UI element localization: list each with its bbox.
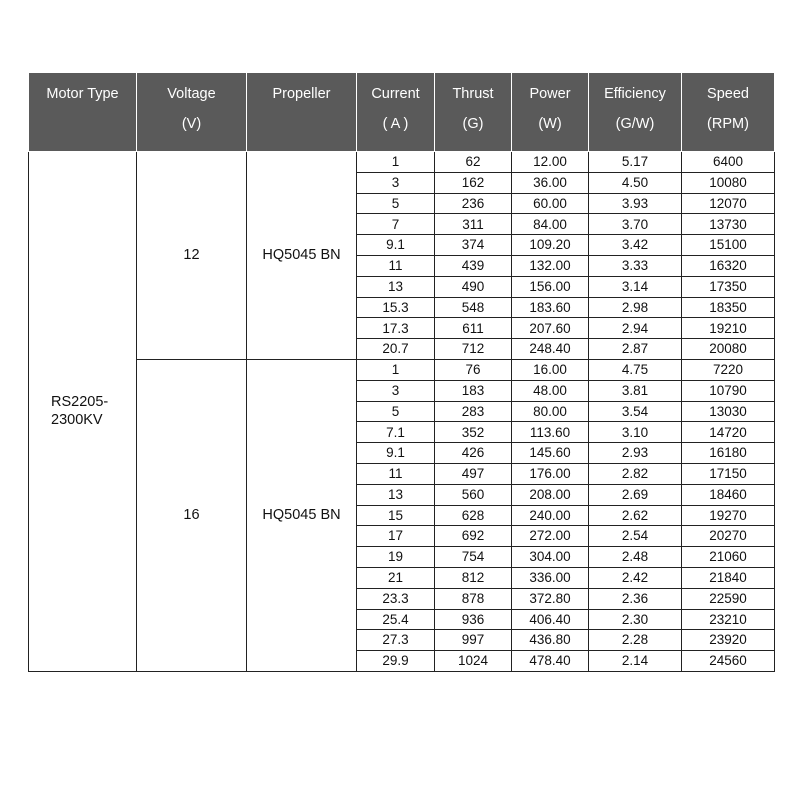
current-cell: 23.3 xyxy=(357,588,435,609)
thrust-cell: 812 xyxy=(435,567,512,588)
speed-cell: 7220 xyxy=(682,359,775,380)
power-cell: 240.00 xyxy=(512,505,589,526)
efficiency-cell: 4.50 xyxy=(589,172,682,193)
header-voltage: Voltage (V) xyxy=(137,73,247,152)
speed-cell: 19270 xyxy=(682,505,775,526)
propeller-cell: HQ5045 BN xyxy=(247,359,357,671)
thrust-cell: 162 xyxy=(435,172,512,193)
voltage-cell: 12 xyxy=(137,152,247,360)
power-cell: 478.40 xyxy=(512,651,589,672)
current-cell: 17.3 xyxy=(357,318,435,339)
speed-cell: 23920 xyxy=(682,630,775,651)
power-cell: 48.00 xyxy=(512,380,589,401)
table-row xyxy=(29,359,775,380)
thrust-cell: 878 xyxy=(435,588,512,609)
efficiency-cell: 3.54 xyxy=(589,401,682,422)
current-cell: 17 xyxy=(357,526,435,547)
thrust-cell: 426 xyxy=(435,443,512,464)
speed-cell: 15100 xyxy=(682,235,775,256)
current-cell: 19 xyxy=(357,547,435,568)
power-cell: 436.80 xyxy=(512,630,589,651)
thrust-cell: 183 xyxy=(435,380,512,401)
power-cell: 183.60 xyxy=(512,297,589,318)
current-cell: 1 xyxy=(357,152,435,173)
efficiency-cell: 5.17 xyxy=(589,152,682,173)
current-cell: 7 xyxy=(357,214,435,235)
speed-cell: 20270 xyxy=(682,526,775,547)
thrust-cell: 611 xyxy=(435,318,512,339)
current-cell: 9.1 xyxy=(357,443,435,464)
power-cell: 336.00 xyxy=(512,567,589,588)
efficiency-cell: 2.54 xyxy=(589,526,682,547)
thrust-cell: 283 xyxy=(435,401,512,422)
thrust-cell: 1024 xyxy=(435,651,512,672)
power-cell: 372.80 xyxy=(512,588,589,609)
speed-cell: 14720 xyxy=(682,422,775,443)
current-cell: 15.3 xyxy=(357,297,435,318)
power-cell: 156.00 xyxy=(512,276,589,297)
power-cell: 16.00 xyxy=(512,359,589,380)
thrust-cell: 236 xyxy=(435,193,512,214)
speed-cell: 18460 xyxy=(682,484,775,505)
voltage-cell: 16 xyxy=(137,359,247,671)
speed-cell: 22590 xyxy=(682,588,775,609)
current-cell: 5 xyxy=(357,401,435,422)
current-cell: 15 xyxy=(357,505,435,526)
current-cell: 7.1 xyxy=(357,422,435,443)
efficiency-cell: 2.30 xyxy=(589,609,682,630)
power-cell: 248.40 xyxy=(512,339,589,360)
efficiency-cell: 2.36 xyxy=(589,588,682,609)
speed-cell: 10080 xyxy=(682,172,775,193)
thrust-cell: 712 xyxy=(435,339,512,360)
speed-cell: 16180 xyxy=(682,443,775,464)
thrust-cell: 76 xyxy=(435,359,512,380)
efficiency-cell: 3.70 xyxy=(589,214,682,235)
efficiency-cell: 2.93 xyxy=(589,443,682,464)
header-row xyxy=(29,73,775,152)
speed-cell: 24560 xyxy=(682,651,775,672)
thrust-cell: 692 xyxy=(435,526,512,547)
thrust-cell: 936 xyxy=(435,609,512,630)
efficiency-cell: 2.82 xyxy=(589,463,682,484)
thrust-cell: 628 xyxy=(435,505,512,526)
current-cell: 11 xyxy=(357,463,435,484)
current-cell: 9.1 xyxy=(357,235,435,256)
power-cell: 84.00 xyxy=(512,214,589,235)
efficiency-cell: 3.33 xyxy=(589,255,682,276)
efficiency-cell: 2.69 xyxy=(589,484,682,505)
power-cell: 304.00 xyxy=(512,547,589,568)
current-cell: 20.7 xyxy=(357,339,435,360)
header-motor-type: Motor Type xyxy=(29,73,137,152)
power-cell: 145.60 xyxy=(512,443,589,464)
power-cell: 406.40 xyxy=(512,609,589,630)
current-cell: 3 xyxy=(357,172,435,193)
thrust-cell: 374 xyxy=(435,235,512,256)
motor-test-table xyxy=(28,72,775,672)
header-propeller: Propeller xyxy=(247,73,357,152)
efficiency-cell: 2.14 xyxy=(589,651,682,672)
power-cell: 207.60 xyxy=(512,318,589,339)
speed-cell: 6400 xyxy=(682,152,775,173)
thrust-cell: 560 xyxy=(435,484,512,505)
header-speed: Speed (RPM) xyxy=(682,73,775,152)
power-cell: 132.00 xyxy=(512,255,589,276)
table-body xyxy=(29,152,775,672)
header-power: Power (W) xyxy=(512,73,589,152)
speed-cell: 18350 xyxy=(682,297,775,318)
thrust-cell: 997 xyxy=(435,630,512,651)
power-cell: 109.20 xyxy=(512,235,589,256)
efficiency-cell: 2.98 xyxy=(589,297,682,318)
header-efficiency: Efficiency (G/W) xyxy=(589,73,682,152)
propeller-cell: HQ5045 BN xyxy=(247,152,357,360)
thrust-cell: 62 xyxy=(435,152,512,173)
current-cell: 27.3 xyxy=(357,630,435,651)
speed-cell: 13730 xyxy=(682,214,775,235)
power-cell: 36.00 xyxy=(512,172,589,193)
thrust-cell: 439 xyxy=(435,255,512,276)
efficiency-cell: 2.87 xyxy=(589,339,682,360)
current-cell: 21 xyxy=(357,567,435,588)
power-cell: 208.00 xyxy=(512,484,589,505)
motor-type-line-2: 2300KV xyxy=(51,412,103,429)
speed-cell: 10790 xyxy=(682,380,775,401)
efficiency-cell: 3.42 xyxy=(589,235,682,256)
current-cell: 25.4 xyxy=(357,609,435,630)
power-cell: 60.00 xyxy=(512,193,589,214)
speed-cell: 13030 xyxy=(682,401,775,422)
current-cell: 11 xyxy=(357,255,435,276)
speed-cell: 12070 xyxy=(682,193,775,214)
thrust-cell: 352 xyxy=(435,422,512,443)
efficiency-cell: 2.28 xyxy=(589,630,682,651)
header-current: Current ( A ) xyxy=(357,73,435,152)
power-cell: 80.00 xyxy=(512,401,589,422)
speed-cell: 19210 xyxy=(682,318,775,339)
efficiency-cell: 2.42 xyxy=(589,567,682,588)
motor-type-cell xyxy=(29,152,137,672)
speed-cell: 16320 xyxy=(682,255,775,276)
current-cell: 13 xyxy=(357,276,435,297)
power-cell: 272.00 xyxy=(512,526,589,547)
motor-type-line-1: RS2205- xyxy=(51,394,109,411)
efficiency-cell: 4.75 xyxy=(589,359,682,380)
efficiency-cell: 3.93 xyxy=(589,193,682,214)
speed-cell: 21060 xyxy=(682,547,775,568)
power-cell: 12.00 xyxy=(512,152,589,173)
current-cell: 3 xyxy=(357,380,435,401)
table-row xyxy=(29,152,775,173)
efficiency-cell: 2.48 xyxy=(589,547,682,568)
efficiency-cell: 3.10 xyxy=(589,422,682,443)
current-cell: 13 xyxy=(357,484,435,505)
speed-cell: 21840 xyxy=(682,567,775,588)
thrust-cell: 497 xyxy=(435,463,512,484)
thrust-cell: 311 xyxy=(435,214,512,235)
speed-cell: 20080 xyxy=(682,339,775,360)
header-thrust: Thrust (G) xyxy=(435,73,512,152)
efficiency-cell: 2.62 xyxy=(589,505,682,526)
speed-cell: 23210 xyxy=(682,609,775,630)
thrust-cell: 754 xyxy=(435,547,512,568)
current-cell: 5 xyxy=(357,193,435,214)
efficiency-cell: 2.94 xyxy=(589,318,682,339)
thrust-cell: 548 xyxy=(435,297,512,318)
power-cell: 113.60 xyxy=(512,422,589,443)
speed-cell: 17350 xyxy=(682,276,775,297)
current-cell: 29.9 xyxy=(357,651,435,672)
thrust-cell: 490 xyxy=(435,276,512,297)
power-cell: 176.00 xyxy=(512,463,589,484)
current-cell: 1 xyxy=(357,359,435,380)
efficiency-cell: 3.81 xyxy=(589,380,682,401)
speed-cell: 17150 xyxy=(682,463,775,484)
efficiency-cell: 3.14 xyxy=(589,276,682,297)
